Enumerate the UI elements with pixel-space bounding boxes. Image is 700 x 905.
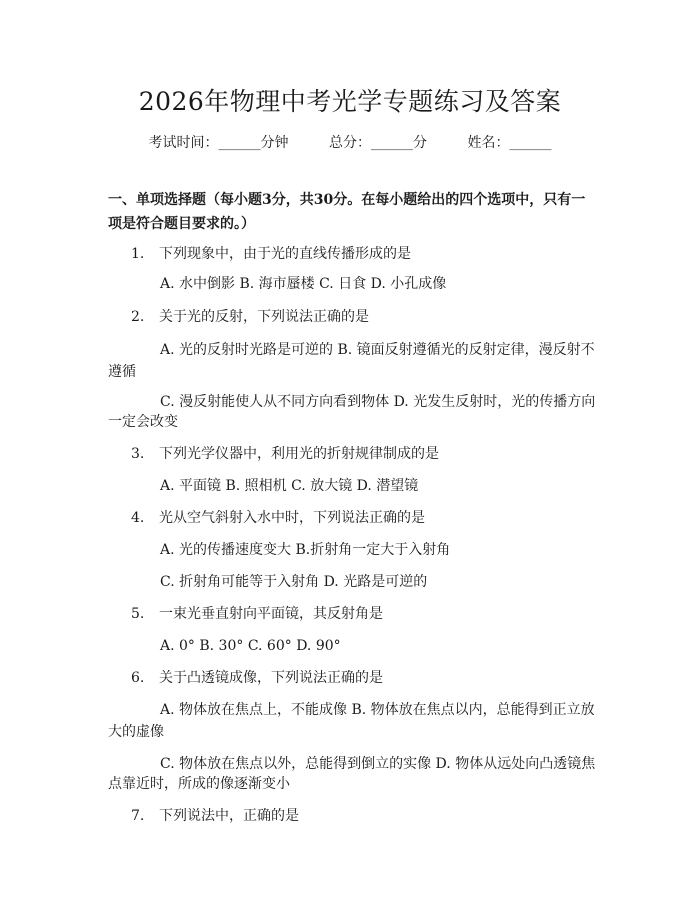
question-stem: 关于凸透镜成像，下列说法正确的是 — [159, 670, 383, 686]
question-6-options-line-4: 点靠近时，所成的像逐渐变小 — [108, 776, 290, 792]
question-2-options-line-4: 一定会改变 — [108, 414, 178, 430]
question-stem: 下列现象中，由于光的直线传播形成的是 — [159, 246, 411, 262]
question-6 — [131, 668, 383, 688]
total-score-field: 总分：______分 — [329, 135, 427, 151]
question-2-options-line-1: A. 光的反射时光路是可逆的 B. 镜面反射遵循光的反射定律，漫反射不 — [160, 342, 595, 358]
question-5-options: A. 0° B. 30° C. 60° D. 90° — [160, 638, 341, 654]
question-number: 1. — [131, 246, 145, 262]
question-stem: 一束光垂直射向平面镜，其反射角是 — [159, 606, 383, 622]
question-stem: 下列说法中，正确的是 — [159, 808, 299, 824]
question-number: 3. — [131, 446, 145, 462]
question-4-options-line-2: C. 折射角可能等于入射角 D. 光路是可逆的 — [160, 574, 428, 590]
question-number: 6. — [131, 670, 145, 686]
question-2 — [131, 307, 369, 327]
question-4 — [131, 508, 425, 528]
page-title: 2026年物理中考光学专题练习及答案 — [138, 87, 562, 116]
exam-meta — [0, 132, 700, 152]
exam-time-field: 考试时间：______分钟 — [148, 135, 289, 151]
question-6-options-line-3: C. 物体放在焦点以外，总能得到倒立的实像 D. 物体从远处向凸透镜焦 — [160, 756, 596, 772]
question-stem: 光从空气斜射入水中时，下列说法正确的是 — [159, 510, 425, 526]
question-stem: 关于光的反射，下列说法正确的是 — [159, 309, 369, 325]
question-5 — [131, 604, 383, 624]
question-number: 4. — [131, 510, 145, 526]
question-3 — [131, 444, 439, 464]
question-7 — [131, 806, 299, 826]
question-number: 5. — [131, 606, 145, 622]
student-name-field: 姓名：______ — [467, 135, 552, 151]
question-2-options-line-2: 遵循 — [108, 364, 136, 380]
question-1-options: A. 水中倒影 B. 海市蜃楼 C. 日食 D. 小孔成像 — [160, 276, 447, 292]
question-6-options-line-2: 大的虚像 — [108, 724, 164, 740]
question-3-options: A. 平面镜 B. 照相机 C. 放大镜 D. 潜望镜 — [160, 478, 419, 494]
question-number: 7. — [131, 808, 145, 824]
question-stem: 下列光学仪器中，利用光的折射规律制成的是 — [159, 446, 439, 462]
question-6-options-line-1: A. 物体放在焦点上，不能成像 B. 物体放在焦点以内，总能得到正立放 — [160, 702, 595, 718]
section-heading: 一、单项选择题（每小题3分，共30分。在每小题给出的四个选项中，只有一项是符合题目要求的。） — [108, 192, 586, 232]
question-number: 2. — [131, 309, 145, 325]
question-2-options-line-3: C. 漫反射能使人从不同方向看到物体 D. 光发生反射时，光的传播方向 — [160, 394, 596, 410]
question-1 — [131, 244, 411, 264]
question-4-options-line-1: A. 光的传播速度变大 B.折射角一定大于入射角 — [160, 542, 451, 558]
